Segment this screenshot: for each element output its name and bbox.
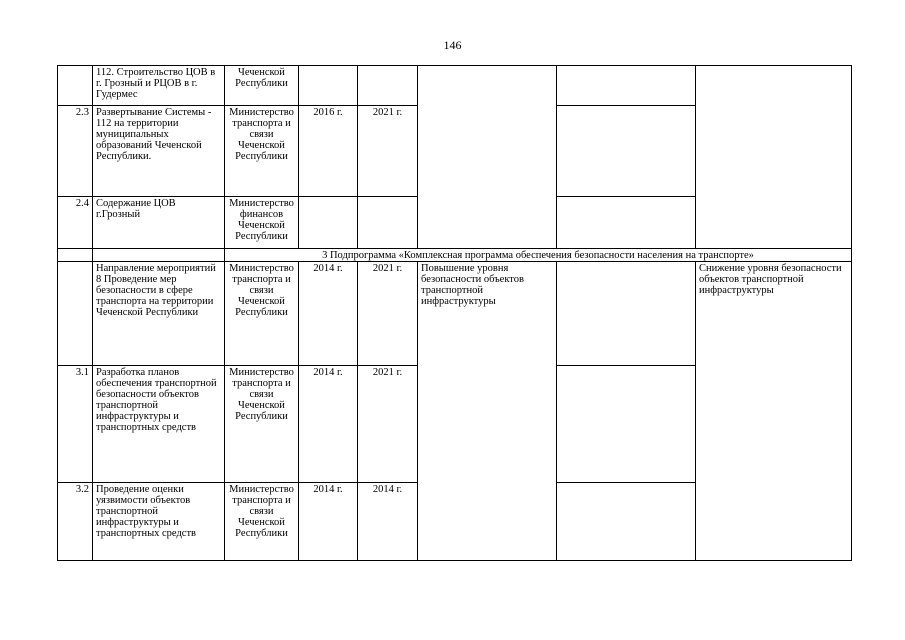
consequences-cell	[557, 483, 696, 561]
expected-result: Повышение уровня безопасности объектов транспортной инфраструктуры	[418, 262, 557, 561]
activity-name: 112. Строительство ЦОВ в г. Грозный и РЦОВ в г. Гудермес	[93, 66, 225, 106]
executor: Чеченской Республики	[225, 66, 299, 106]
start-year: 2014 г.	[299, 483, 358, 561]
subprogram-row	[58, 249, 852, 262]
end-year: 2021 г.	[358, 262, 418, 366]
activity-name: Разработка планов обеспечения транспортной безопасности объектов транспортной инфраструктуры и транспортных средств	[93, 366, 225, 483]
row-number: 3.2	[58, 483, 93, 561]
executor: Министерство финансов Чеченской Республики	[225, 197, 299, 249]
end-year: 2021 г.	[358, 366, 418, 483]
end-year	[358, 66, 418, 106]
activity-name: Развертывание Системы - 112 на территории муниципальных образований Чеченской Республики.	[93, 106, 225, 197]
executor: Министерство транспорта и связи Чеченской Республики	[225, 262, 299, 366]
end-year: 2021 г.	[358, 106, 418, 197]
executor: Министерство транспорта и связи Чеченской Республики	[225, 366, 299, 483]
table-row	[58, 66, 852, 106]
end-year: 2014 г.	[358, 483, 418, 561]
table-row	[58, 262, 852, 366]
consequences-cell	[557, 66, 696, 106]
start-year: 2014 г.	[299, 366, 358, 483]
executor: Министерство транспорта и связи Чеченской Республики	[225, 106, 299, 197]
subprogram-heading: 3 Подпрограмма «Комплексная программа обеспечения безопасности населения на транспорте»	[225, 249, 852, 262]
indicator-cell	[696, 66, 852, 249]
page-number: 146	[443, 38, 462, 52]
indicator: Снижение уровня безопасности объектов транспортной инфраструктуры	[696, 262, 852, 561]
consequences-cell	[557, 366, 696, 483]
row-number: 2.3	[58, 106, 93, 197]
consequences-cell	[557, 197, 696, 249]
executor: Министерство транспорта и связи Чеченской Республики	[225, 483, 299, 561]
row-number	[58, 66, 93, 106]
activity-name: Направление мероприятий 8 Проведение мер безопасности в сфере транспорта на территории Чеченской Республики	[93, 262, 225, 366]
start-year	[299, 66, 358, 106]
row-number: 3.1	[58, 366, 93, 483]
end-year	[358, 197, 418, 249]
consequences-cell	[557, 106, 696, 197]
start-year	[299, 197, 358, 249]
start-year: 2016 г.	[299, 106, 358, 197]
start-year: 2014 г.	[299, 262, 358, 366]
consequences-cell	[557, 262, 696, 366]
activity-name: Проведение оценки уязвимости объектов транспортной инфраструктуры и транспортных средств	[93, 483, 225, 561]
row-number: 2.4	[58, 197, 93, 249]
activity-name: Содержание ЦОВ г.Грозный	[93, 197, 225, 249]
expected-result-cell	[418, 66, 557, 249]
row-number	[58, 262, 93, 366]
program-table	[57, 65, 852, 561]
